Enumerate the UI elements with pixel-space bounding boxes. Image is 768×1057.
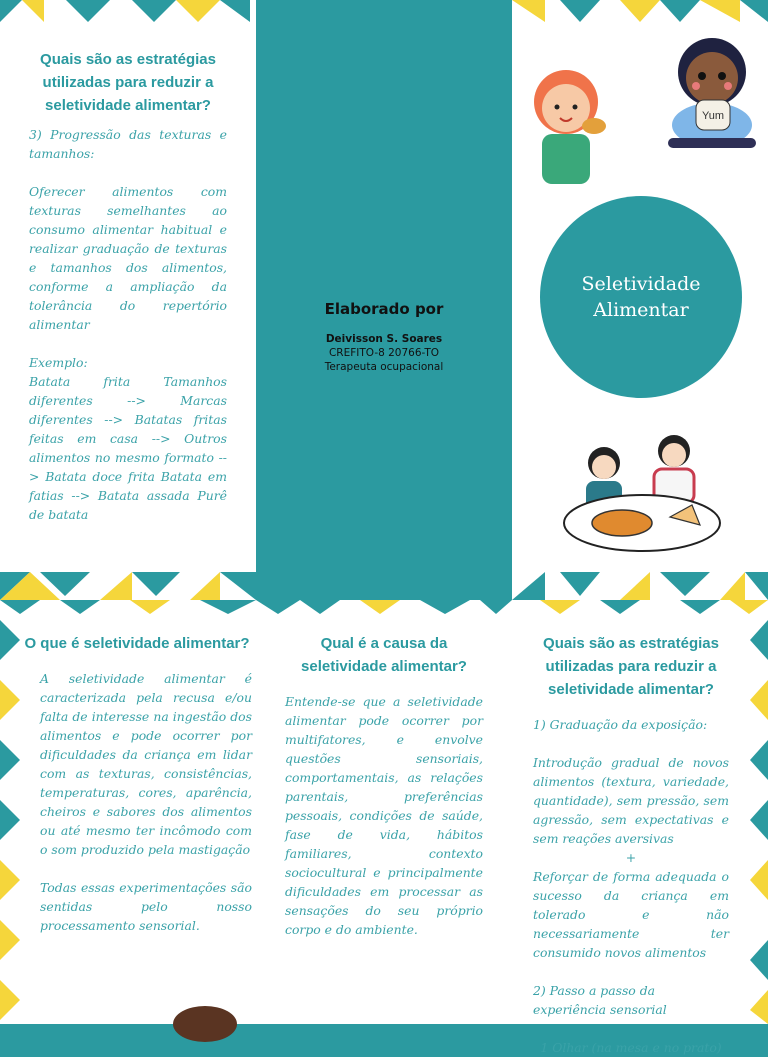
mug-label: Yum xyxy=(701,110,725,122)
bottom-left-panel xyxy=(22,622,252,1002)
bottom-left-body: A seletividade alimentar é caracterizada pela recusa e/ou falta de interesse na ingestão dos alimentos e pode ocorrer por dificuldades da criança em lidar com as texturas, consistências, temperaturas, cores, aparência, cheiros e sabores dos alimentos ou até mesmo ter incômodo com o som produzido pela mastigação Todas essas experimentações são sentidas pelo nosso processamento sensorial. xyxy=(40,671,252,933)
cover-title-circle xyxy=(540,196,742,398)
plus-sign: + xyxy=(625,850,637,865)
strategy-paragraph-1: Introdução gradual de novos alimentos (textura, variedade, quantidade), sem pressão, sem agressão, sem expectativas e sem reações aversivas xyxy=(533,755,729,846)
bottom-center-panel xyxy=(280,622,488,1002)
bottom-right-panel xyxy=(530,622,732,1055)
top-left-heading: Quais são as estratégias utilizadas para reduzir a seletividade alimentar? xyxy=(40,51,216,114)
author-name: Deivisson S. Soares xyxy=(325,333,443,345)
author-role: Terapeuta ocupacional xyxy=(324,361,444,373)
strategy-paragraph-2: Reforçar de forma adequada o sucesso da criança em tolerado e não necessariamente ter consumido novos alimentos xyxy=(533,869,729,960)
credits-block xyxy=(256,300,512,374)
top-left-panel xyxy=(22,40,234,540)
top-left-body: 3) Progressão das texturas e tamanhos: Oferecer alimentos com texturas semelhantes ao consumo alimentar habitual e realizar graduação de texturas e tamanhos dos alimentos, conforme a ampliação da tolerância do repertório alimentar Exemplo: Batata frita Tamanhos diferentes --> Marcas diferentes --> Batatas fritas feitas em casa --> Outros alimentos no mesmo formato --> Batata doce frita Batata em fatias --> Batata assada Purê de batata xyxy=(29,127,227,522)
author-credential: CREFITO-8 20766-TO xyxy=(328,347,440,359)
strategy-step-2: 2) Passo a passo da experiência sensorial xyxy=(533,983,667,1017)
bottom-center-body: Entende-se que a seletividade alimentar pode ocorrer por multifatores, e envolve questões sensoriais, comportamentais, as relações parentais, preferências pessoais, condições de saúde, fase de vida, hábitos familiares, contexto sociocultural e principalmente dificuldades em processar as sensações do seu próprio corpo e do ambiente. xyxy=(285,694,483,937)
kids-eating-pie-icon xyxy=(560,425,724,555)
baby-with-mug-icon xyxy=(660,30,764,152)
cover-title: Seletividade Alimentar xyxy=(581,273,701,321)
bottom-left-heading: O que é seletividade alimentar? xyxy=(24,635,250,652)
bottom-center-heading: Qual é a causa da seletividade alimentar? xyxy=(301,635,467,675)
child-head-icon xyxy=(172,1004,238,1024)
strategy-step-2-item: 1 Olhar (na mesa e no prato) xyxy=(540,1040,722,1055)
bottom-right-heading: Quais são as estratégias utilizadas para reduzir a seletividade alimentar? xyxy=(543,635,719,698)
girl-eating-icon xyxy=(520,62,612,186)
middle-triangle-strip xyxy=(0,572,768,622)
credits-title: Elaborado por xyxy=(324,300,444,318)
strategy-step-1: 1) Graduação da exposição: xyxy=(533,717,708,732)
